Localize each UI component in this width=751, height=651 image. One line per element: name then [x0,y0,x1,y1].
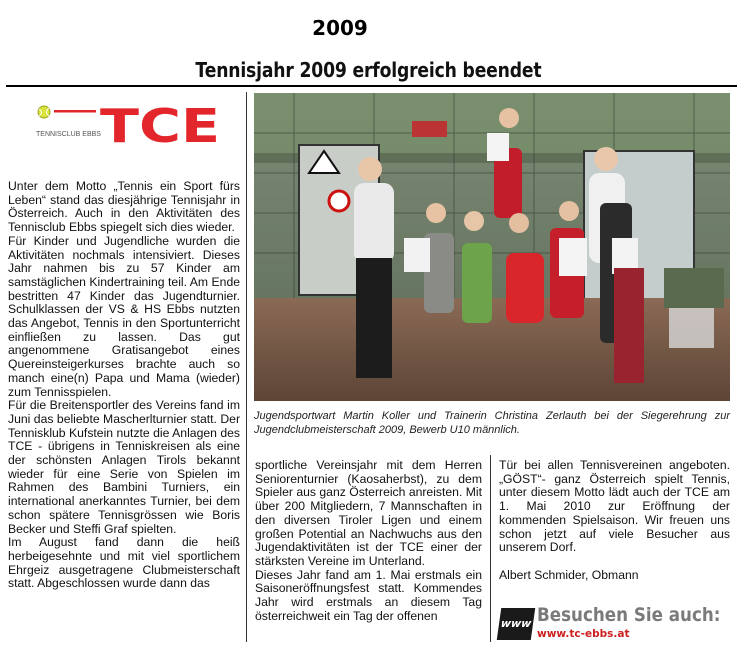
logo-letters: TCE [100,104,220,148]
award-ceremony-photo [254,93,730,401]
visit-website-box [499,604,731,644]
paragraph: Tür bei allen Tennisvereinen angeboten. „GÖST“- ganz Österreich spielt Tennis, unter diesem Motto lädt auch der TCE am 1. Mai 2010 zur Eröffnung der kommenden Spielsaison. Wir freuen uns schon jetzt auf viele Besucher aus unserem Dorf. [499,458,730,555]
article-column-2 [255,459,482,623]
article-column-3 [499,459,730,583]
article-column-1 [8,180,240,591]
article-headline: Tennisjahr 2009 erfolgreich beendet [195,58,542,82]
year-heading: 2009 [312,16,368,40]
www-badge: www [497,608,535,640]
paragraph: Im August fand dann die heiß herbeigesehnte und mit viel sportlichem Ehrgeiz ausgetragene Clubmeisterschaft statt. Abgeschlossen wurde dann das [8,535,240,591]
photo-caption: Jugendsportwart Martin Koller und Trainerin Christina Zerlauth bei der Siegerehrung zur Jugendclubmeisterschaft 2009, Bewerb U10 männlich. [254,410,730,436]
visit-title: Besuchen Sie auch: [537,604,721,626]
paragraph: Unter dem Motto „Tennis ein Sport fürs Leben“ stand das diesjährige Tennisjahr in Österreich. Auch in den Aktivitäten des Tennisclub Ebbs spiegelt sich dies wieder. [8,179,240,235]
headline-rule [6,85,737,87]
paragraph: Für die Breitensportler des Vereins fand im Juni das beliebte Mascherlturnier statt. Der Tennisklub Kufstein nutzte die Anlagen des TCE - übrigens in Tenniskreisen als eine der schönsten Anlagen Tirols bekannt wieder für eine Serie von Spielen im Rahmen des Bambini Turniers, ein international anerkanntes Turnier, bei dem schon spätere Tennisgrössen wie Boris Becker und Steffi Graf spielten. [8,398,240,536]
logo-small-text: TENNISCLUB EBBS [36,131,101,138]
paragraph: Dieses Jahr fand am 1. Mai erstmals ein Saisoneröffnungsfest statt. Kommendes Jahr wird erstmals an diesem Tag österreichweit ein Tag der offenen [255,567,482,623]
tce-logo [36,104,222,148]
paragraph: Für Kinder und Jugendliche wurden die Aktivitäten nochmals intensiviert. Dieses Jahr nahmen bis zu 57 Kinder am samstäglichen Kindertraining teil. Am Ende bestritten 47 Kinder das Jugendturnier. Schulklassen der VS & HS Ebbs nutzten das Angebot, Tennis in den Sportunterricht einfließen zu lassen. Das gut angenommene Gratisangebot eines Quereinsteigerkurses brachte auch so manch eine(n) Papa und Mama (wieder) zum Tennisspielen. [8,233,240,399]
column-divider-left [246,92,247,642]
column-divider-right [490,455,491,642]
paragraph: sportliche Vereinsjahr mit dem Herren Seniorenturnier (Kaosaherbst), zu dem Spieler aus ganz Österreich anreisten. Mit über 200 Mitgliedern, 7 Mannschaften in den diversen Tiroler Ligen und einem großen Potential an Nachwuchs aus den Jugendaktivitäten ist der TCE einer der stärksten Vereine im Unterland. [255,458,482,568]
signature: Albert Schmider, Obmann [499,567,639,582]
website-link[interactable]: www.tc-ebbs.at [537,628,630,640]
tennis-ball-icon [38,106,50,118]
